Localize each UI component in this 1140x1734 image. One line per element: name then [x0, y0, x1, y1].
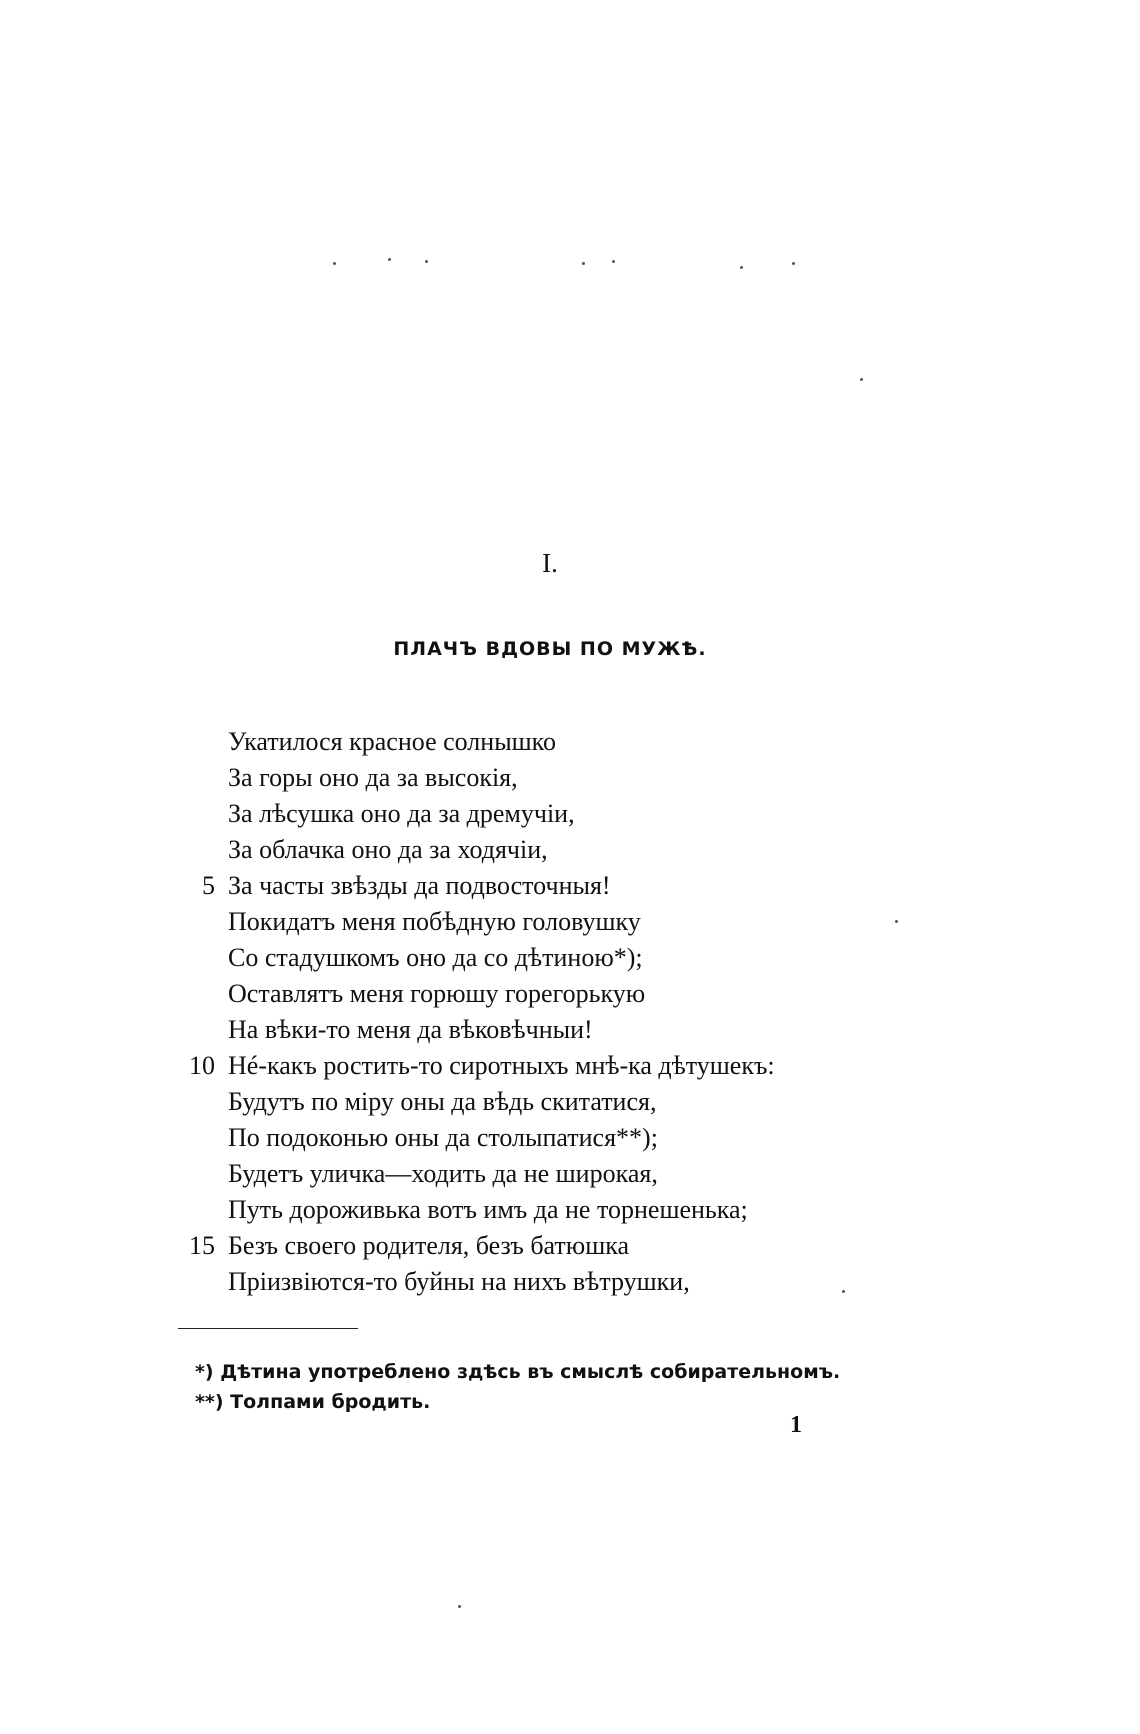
line-text: Будутъ по міру оны да вѣдь скитатися,: [228, 1087, 657, 1116]
poem-line: [175, 1084, 895, 1120]
line-number: 10: [189, 1051, 215, 1080]
poem-body: [175, 724, 895, 1300]
page-number: 1: [790, 1412, 802, 1438]
line-number: 15: [189, 1231, 215, 1260]
line-text: Будетъ уличка—ходить да не широкая,: [228, 1159, 658, 1188]
poem-line: [175, 868, 895, 904]
line-text: За горы оно да за высокія,: [228, 763, 518, 792]
line-text: Покидатъ меня побѣдную головушку: [228, 907, 641, 936]
poem-line: [175, 940, 895, 976]
footnote-divider: [178, 1328, 358, 1329]
poem-line: [175, 832, 895, 868]
poem-line: [175, 760, 895, 796]
poem-line: [175, 1156, 895, 1192]
footnote: **) Толпами бродить.: [195, 1391, 431, 1413]
scan-speck: [582, 262, 585, 265]
section-numeral: I.: [542, 548, 558, 578]
line-text: За часты звѣзды да подвосточныя!: [228, 871, 611, 900]
poem-line: [175, 904, 895, 940]
poem-line: [175, 1228, 895, 1264]
poem-title: ПЛАЧЪ ВДОВЫ ПО МУЖѢ.: [393, 638, 707, 660]
scan-speck: [458, 1605, 461, 1608]
poem-line: [175, 1120, 895, 1156]
line-text: За облачка оно да за ходячіи,: [228, 835, 548, 864]
poem-line: [175, 724, 895, 760]
line-text: Оставлятъ меня горюшу горегорькую: [228, 979, 646, 1008]
line-text: Нé-какъ ростить-то сиротныхъ мнѣ-ка дѣтушекъ:: [228, 1051, 775, 1080]
line-text: Путь дороживька вотъ имъ да не торнешенька;: [228, 1195, 748, 1224]
scan-speck: [860, 378, 863, 381]
poem-line: [175, 1048, 895, 1084]
poem-line: [175, 1012, 895, 1048]
scan-speck: [740, 266, 743, 269]
line-text: По подоконью оны да столыпатися**);: [228, 1123, 658, 1152]
line-text: За лѣсушка оно да за дремучіи,: [228, 799, 575, 828]
line-number: 5: [202, 871, 215, 900]
line-text: На вѣки-то меня да вѣковѣчныи!: [228, 1015, 593, 1044]
line-text: Со стадушкомъ оно да со дѣтиною*);: [228, 943, 643, 972]
footnote: *) Дѣтина употреблено здѣсь въ смыслѣ собирательномъ.: [195, 1361, 841, 1383]
footnotes: [195, 1357, 895, 1417]
scan-speck: [612, 260, 615, 263]
scan-speck: [425, 260, 428, 263]
scan-speck: [388, 258, 391, 261]
scan-speck: [895, 920, 898, 923]
scan-speck: [333, 262, 336, 265]
poem-line: [175, 1192, 895, 1228]
scan-speck: [792, 262, 795, 265]
poem-line: [175, 976, 895, 1012]
poem-line: [175, 796, 895, 832]
line-text: Укатилося красное солнышко: [228, 727, 556, 756]
line-text: Пріизвіются-то буйны на нихъ вѣтрушки,: [228, 1267, 690, 1296]
poem-line: [175, 1264, 895, 1300]
line-text: Безъ своего родителя, безъ батюшка: [228, 1231, 629, 1260]
